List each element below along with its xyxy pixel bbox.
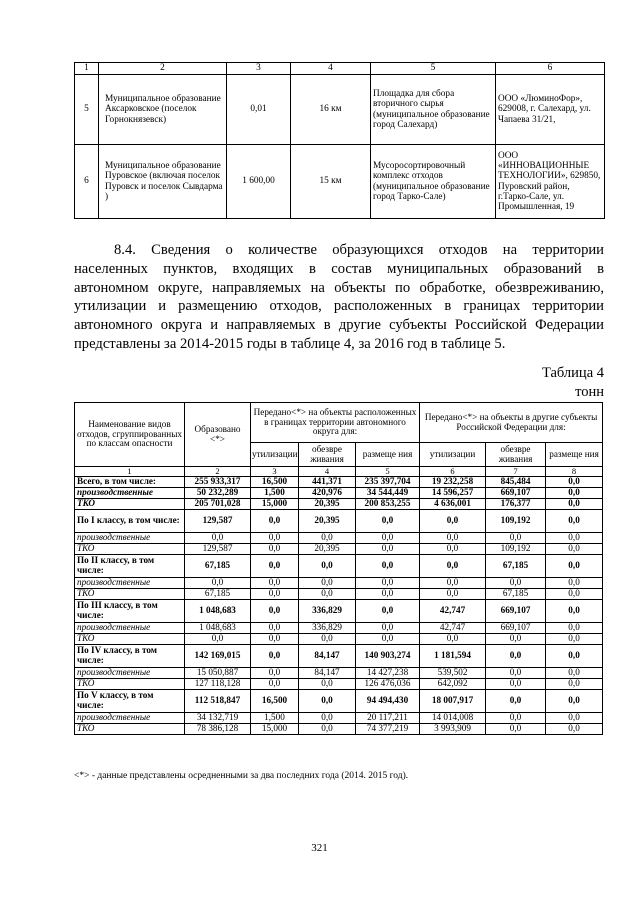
row-label: ТКО — [75, 679, 185, 690]
value-cell: 0,0 — [546, 668, 603, 679]
table-row — [75, 713, 603, 724]
column-numbers-row — [75, 467, 603, 477]
value-cell: 20,395 — [299, 499, 356, 510]
table-row — [75, 724, 603, 735]
value-cell: 0,0 — [546, 690, 603, 713]
header-cell: 2 — [99, 63, 227, 75]
value-cell: 0,0 — [185, 634, 251, 645]
paragraph-line: населенных пунктов, входящих в состав муниципальных образований в — [74, 260, 604, 277]
table-row — [75, 578, 603, 589]
value-cell: 78 386,128 — [185, 724, 251, 735]
value-cell: 0,0 — [299, 679, 356, 690]
value-cell: 42,747 — [420, 623, 486, 634]
value-cell: 20 117,211 — [356, 713, 420, 724]
value-cell: 235 397,704 — [356, 477, 420, 488]
column-number: 7 — [486, 467, 546, 477]
value-cell: 0,0 — [546, 724, 603, 735]
paragraph-line: утилизации и размещению отходов, расположенных в границах территории — [74, 298, 604, 315]
value-cell: 140 903,274 — [356, 645, 420, 668]
value-cell: 0,0 — [420, 533, 486, 544]
value-cell: 0,0 — [251, 533, 299, 544]
value-cell: 1,500 — [251, 713, 299, 724]
facility-cell: Площадка для сбора вторичного сырья (муниципальное образование город Салехард) — [371, 75, 496, 145]
value-cell: 0,0 — [356, 555, 420, 578]
value-cell: 0,0 — [185, 578, 251, 589]
footnote: <*> - данные представлены осредненными за два последних года (2014. 2015 год). — [74, 771, 409, 781]
paragraph-line: 8.4. Сведения о количестве образующихся отходов на территории — [114, 242, 604, 258]
header-group-rf: Передано<*> на объекты в другие субъекты Российской Федерации для: — [420, 403, 603, 443]
value-cell: 129,587 — [185, 544, 251, 555]
row-label: По I классу, в том числе: — [75, 510, 185, 533]
value-cell: 4 636,001 — [420, 499, 486, 510]
table-caption — [542, 364, 604, 402]
value-cell: 34 544,449 — [356, 488, 420, 499]
value-cell: 642,092 — [420, 679, 486, 690]
table-row — [75, 499, 603, 510]
value-cell: 0,0 — [486, 578, 546, 589]
header-cell: 5 — [371, 63, 496, 75]
value-cell: 845,484 — [486, 477, 546, 488]
row-label: производственные — [75, 713, 185, 724]
value-cell: 0,0 — [546, 499, 603, 510]
subheader-cell: утилизации — [420, 443, 486, 467]
table-row — [75, 589, 603, 600]
header-cell: 3 — [227, 63, 291, 75]
row-label: По II классу, в том числе: — [75, 555, 185, 578]
row-label: ТКО — [75, 724, 185, 735]
value-cell: 0,0 — [251, 578, 299, 589]
value-cell: 0,0 — [299, 713, 356, 724]
row-number: 6 — [75, 145, 99, 219]
value-cell: 0,0 — [546, 477, 603, 488]
table-row — [75, 623, 603, 634]
subheader-cell: размеще ния — [546, 443, 603, 467]
value-cell: 0,0 — [356, 634, 420, 645]
value-cell: 15 050,887 — [185, 668, 251, 679]
value-cell: 20,395 — [299, 544, 356, 555]
value-cell: 0,0 — [251, 510, 299, 533]
value-cell: 420,976 — [299, 488, 356, 499]
value-cell: 205 701,028 — [185, 499, 251, 510]
value-cell: 0,0 — [356, 600, 420, 623]
value-cell: 0,0 — [546, 634, 603, 645]
table-row — [75, 634, 603, 645]
amount-cell: 1 600,00 — [227, 145, 291, 219]
value-cell: 0,0 — [486, 668, 546, 679]
value-cell: 336,829 — [299, 600, 356, 623]
value-cell: 0,0 — [251, 645, 299, 668]
value-cell: 67,185 — [185, 555, 251, 578]
header-formed: Образовано <*> — [185, 403, 251, 467]
column-number: 2 — [185, 467, 251, 477]
value-cell: 0,0 — [251, 544, 299, 555]
value-cell: 0,0 — [299, 555, 356, 578]
value-cell: 200 853,255 — [356, 499, 420, 510]
waste-table-header — [75, 403, 603, 443]
value-cell: 255 933,317 — [185, 477, 251, 488]
value-cell: 0,0 — [299, 724, 356, 735]
value-cell: 0,0 — [546, 533, 603, 544]
value-cell: 0,0 — [546, 555, 603, 578]
column-number: 3 — [251, 467, 299, 477]
column-number: 5 — [356, 467, 420, 477]
waste-table-body — [75, 477, 603, 735]
municipality-cell: Муниципальное образование Аксарковское (поселок Горнокнязевск) — [99, 75, 227, 145]
subheader-cell: размеще ния — [356, 443, 420, 467]
value-cell: 0,0 — [486, 645, 546, 668]
paragraph-line: автономном округе, направляемых на объекты по обработке, обезвреживанию, — [74, 279, 604, 296]
table-row — [75, 645, 603, 668]
value-cell: 127 118,128 — [185, 679, 251, 690]
value-cell: 14 014,008 — [420, 713, 486, 724]
value-cell: 112 518,847 — [185, 690, 251, 713]
value-cell: 15,000 — [251, 499, 299, 510]
subheader-cell: обезвре живания — [486, 443, 546, 467]
value-cell: 0,0 — [299, 690, 356, 713]
header-cell: 6 — [496, 63, 605, 75]
value-cell: 67,185 — [185, 589, 251, 600]
table-unit: тонн — [575, 384, 604, 400]
value-cell: 109,192 — [486, 544, 546, 555]
value-cell: 14 427,238 — [356, 668, 420, 679]
table-row — [75, 145, 605, 219]
value-cell: 126 476,036 — [356, 679, 420, 690]
paragraph-line: автономного округа и направляемых в другие субъекты Российской Федерации — [74, 317, 604, 334]
value-cell: 0,0 — [546, 679, 603, 690]
table-row — [75, 600, 603, 623]
column-number: 6 — [420, 467, 486, 477]
value-cell: 0,0 — [251, 600, 299, 623]
row-label: По IV классу, в том числе: — [75, 645, 185, 668]
row-label: ТКО — [75, 589, 185, 600]
value-cell: 539,502 — [420, 668, 486, 679]
operator-cell: ООО «ИННОВАЦИОННЫЕ ТЕХНОЛОГИИ», 629850, Пуровский район, г.Тарко-Сале, ул. Промышленная, 19 — [496, 145, 605, 219]
value-cell: 142 169,015 — [185, 645, 251, 668]
value-cell: 0,0 — [356, 589, 420, 600]
row-label: производственные — [75, 668, 185, 679]
waste-table — [74, 402, 603, 735]
header-cell: 1 — [75, 63, 99, 75]
table-row — [75, 668, 603, 679]
value-cell: 669,107 — [486, 600, 546, 623]
value-cell: 3 993,909 — [420, 724, 486, 735]
row-label: ТКО — [75, 499, 185, 510]
value-cell: 0,0 — [486, 533, 546, 544]
value-cell: 0,0 — [356, 544, 420, 555]
value-cell: 20,395 — [299, 510, 356, 533]
value-cell: 176,377 — [486, 499, 546, 510]
value-cell: 0,0 — [486, 634, 546, 645]
value-cell: 0,0 — [546, 510, 603, 533]
header-group-ao: Передано<*> на объекты расположенных в границах территории автономного округа для: — [251, 403, 420, 443]
value-cell: 0,0 — [420, 544, 486, 555]
value-cell: 0,0 — [420, 510, 486, 533]
table-row — [75, 488, 603, 499]
value-cell: 0,0 — [185, 533, 251, 544]
column-number: 8 — [546, 467, 603, 477]
table-row — [75, 510, 603, 533]
distance-cell: 15 км — [291, 145, 371, 219]
value-cell: 336,829 — [299, 623, 356, 634]
value-cell: 0,0 — [420, 589, 486, 600]
operator-cell: ООО «ЛюминоФор», 629008, г. Салехард, ул. Чапаева 31/21, — [496, 75, 605, 145]
value-cell: 19 232,258 — [420, 477, 486, 488]
value-cell: 15,000 — [251, 724, 299, 735]
value-cell: 0,0 — [546, 600, 603, 623]
value-cell: 74 377,219 — [356, 724, 420, 735]
table-row — [75, 690, 603, 713]
value-cell: 1 181,594 — [420, 645, 486, 668]
value-cell: 0,0 — [546, 589, 603, 600]
value-cell: 84,147 — [299, 645, 356, 668]
value-cell: 0,0 — [356, 533, 420, 544]
value-cell: 0,0 — [546, 578, 603, 589]
table-title: Таблица 4 — [541, 365, 604, 381]
value-cell: 0,0 — [299, 578, 356, 589]
value-cell: 129,587 — [185, 510, 251, 533]
municipality-cell: Муниципальное образование Пуровское (включая поселок Пуровск и поселок Сывдарма ) — [99, 145, 227, 219]
value-cell: 18 007,917 — [420, 690, 486, 713]
row-number: 5 — [75, 75, 99, 145]
row-label: производственные — [75, 533, 185, 544]
value-cell: 50 232,289 — [185, 488, 251, 499]
page-number: 321 — [311, 842, 328, 854]
facility-cell: Мусоросортировочный комплекс отходов (муниципальное образование город Тарко-Сале) — [371, 145, 496, 219]
value-cell: 1,500 — [251, 488, 299, 499]
value-cell: 0,0 — [251, 555, 299, 578]
row-label: производственные — [75, 578, 185, 589]
value-cell: 1 048,683 — [185, 623, 251, 634]
value-cell: 67,185 — [486, 555, 546, 578]
value-cell: 0,0 — [486, 679, 546, 690]
row-label: По V классу, в том числе: — [75, 690, 185, 713]
row-label: производственные — [75, 488, 185, 499]
value-cell: 0,0 — [486, 690, 546, 713]
value-cell: 14 596,257 — [420, 488, 486, 499]
value-cell: 94 494,430 — [356, 690, 420, 713]
value-cell: 84,147 — [299, 668, 356, 679]
value-cell: 42,747 — [420, 600, 486, 623]
value-cell: 0,0 — [546, 645, 603, 668]
table-row — [75, 533, 603, 544]
row-label: ТКО — [75, 634, 185, 645]
value-cell: 0,0 — [251, 623, 299, 634]
table-row — [75, 679, 603, 690]
paragraph-line: представлены за 2014-2015 годы в таблице 4, за 2016 год в таблице 5. — [74, 335, 506, 352]
amount-cell: 0,01 — [227, 75, 291, 145]
value-cell: 0,0 — [420, 578, 486, 589]
value-cell: 109,192 — [486, 510, 546, 533]
value-cell: 16,500 — [251, 477, 299, 488]
value-cell: 34 132,719 — [185, 713, 251, 724]
header-cell: 4 — [291, 63, 371, 75]
facilities-table-header — [75, 63, 605, 75]
row-label: По III классу, в том числе: — [75, 600, 185, 623]
value-cell: 0,0 — [251, 668, 299, 679]
value-cell: 0,0 — [299, 589, 356, 600]
value-cell: 0,0 — [251, 679, 299, 690]
value-cell: 0,0 — [356, 623, 420, 634]
value-cell: 0,0 — [546, 488, 603, 499]
value-cell: 0,0 — [546, 713, 603, 724]
row-label: ТКО — [75, 544, 185, 555]
value-cell: 0,0 — [420, 634, 486, 645]
value-cell: 1 048,683 — [185, 600, 251, 623]
value-cell: 0,0 — [299, 533, 356, 544]
value-cell: 67,185 — [486, 589, 546, 600]
table-row — [75, 75, 605, 145]
value-cell: 669,107 — [486, 488, 546, 499]
distance-cell: 16 км — [291, 75, 371, 145]
table-row — [75, 544, 603, 555]
value-cell: 0,0 — [486, 724, 546, 735]
row-label: производственные — [75, 623, 185, 634]
value-cell: 0,0 — [486, 713, 546, 724]
value-cell: 441,371 — [299, 477, 356, 488]
table-row — [75, 477, 603, 488]
subheader-cell: обезвре живания — [299, 443, 356, 467]
column-number: 1 — [75, 467, 185, 477]
value-cell: 16,500 — [251, 690, 299, 713]
value-cell: 669,107 — [486, 623, 546, 634]
value-cell: 0,0 — [420, 555, 486, 578]
value-cell: 0,0 — [299, 634, 356, 645]
value-cell: 0,0 — [356, 510, 420, 533]
header-name: Наименование видов отходов, сгруппированных по классам опасности — [75, 403, 185, 467]
subheader-cell: утилизации — [251, 443, 299, 467]
value-cell: 0,0 — [251, 634, 299, 645]
value-cell: 0,0 — [546, 544, 603, 555]
facilities-table — [74, 62, 605, 219]
section-paragraph — [74, 241, 604, 354]
row-label: Всего, в том числе: — [75, 477, 185, 488]
value-cell: 0,0 — [251, 589, 299, 600]
value-cell: 0,0 — [356, 578, 420, 589]
value-cell: 0,0 — [546, 623, 603, 634]
column-number: 4 — [299, 467, 356, 477]
table-row — [75, 555, 603, 578]
